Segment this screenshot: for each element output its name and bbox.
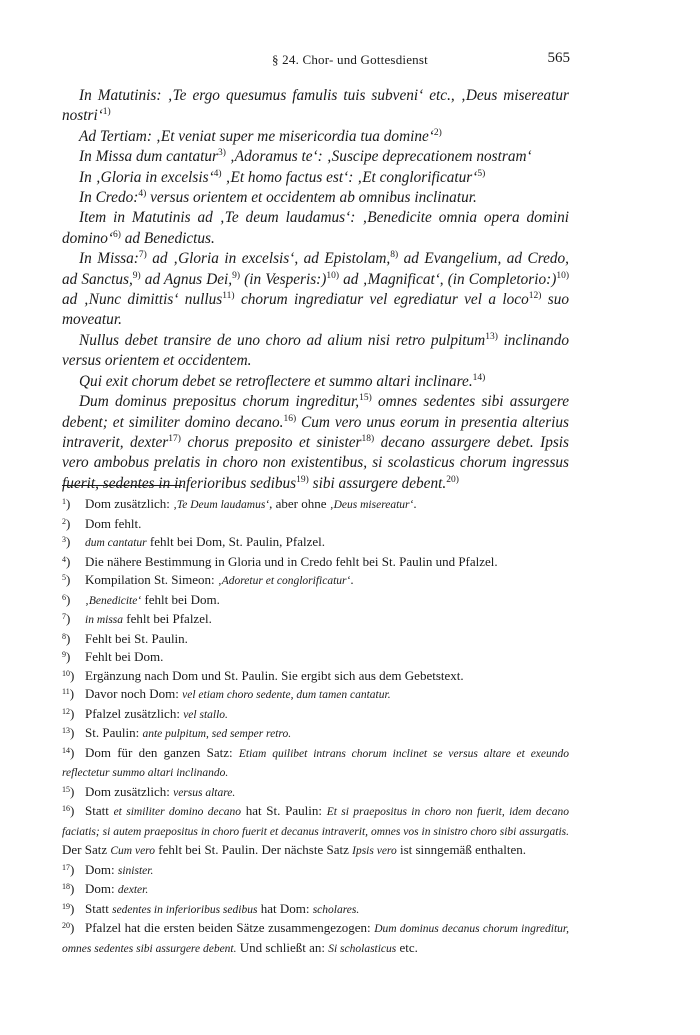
- text-run: (in Vesperis:): [244, 270, 327, 288]
- text-run: ad Benedictus.: [124, 229, 215, 247]
- footnotes: [62, 495, 569, 958]
- footnote-ref: 10): [326, 270, 340, 281]
- footnote-number: $^{13}$): [62, 725, 75, 740]
- footnote-8: $^8$) Fehlt bei St. Paulin.: [62, 630, 569, 649]
- footnote-number: $^1$): [62, 496, 71, 511]
- text-run: Nullus debet transire de uno choro ad alium nisi retro pulpitum: [79, 331, 486, 349]
- footnote-11: $^{11}$) Davor noch Dom: vel etiam choro sedente, dum tamen cantatur.: [62, 685, 569, 705]
- footnote-number: $^9$): [62, 649, 71, 664]
- footnote-number: $^{20}$): [62, 920, 75, 935]
- paragraph-matutinis: [62, 86, 569, 127]
- paragraph-in-missa: [62, 249, 569, 331]
- text-run: chorus preposito et sinister: [187, 433, 362, 451]
- footnote-ref: 9): [232, 270, 241, 281]
- text-run: In Missa:: [79, 250, 139, 268]
- text-run: Qui exit chorum debet se retroflectere et summo altari inclinare.: [79, 372, 473, 390]
- text-run: ‚Adoramus te‘: ‚Suscipe deprecationem nostram‘: [229, 148, 532, 166]
- text-run: inclinando versus orientem et occidentem.: [62, 331, 569, 370]
- footnote-12: $^{12}$) Pfalzel zusätzlich: vel stallo.: [62, 705, 569, 725]
- footnote-number: $^{12}$): [62, 705, 75, 721]
- footnote-ref: 14): [472, 372, 486, 383]
- footnote-14: $^{14}$) Dom für den ganzen Satz: Etiam quilibet intrans chorum inclinet se versus altare et exeundo reflectetur summo altari inclinando.: [62, 744, 570, 779]
- paragraph-tertiam: [62, 127, 569, 147]
- footnote-number: $^4$): [62, 553, 71, 569]
- text-run: versus orientem et occidentem ab omnibus inclinatur.: [150, 189, 477, 207]
- footnote-19: $^{19}$) Statt sedentes in inferioribus sedibus hat Dom: scholares.: [62, 900, 569, 920]
- footnote-rule: [62, 485, 182, 486]
- footnote-ref: 20): [446, 474, 459, 485]
- footnote-ref: 12): [528, 291, 542, 302]
- footnote-18: $^{18}$) Dom: dexter.: [62, 880, 569, 900]
- footnote-10: $^{10}$) Ergänzung nach Dom und St. Paulin. Sie ergibt sich aus dem Gebetstext.: [62, 667, 569, 686]
- footnote-ref: 3): [217, 148, 226, 159]
- footnote-16: $^{16}$) Statt et similiter domino decano hat St. Paulin: Et si praepositus in choro non fuerit, idem decano faciatis; si autem praepositus in choro fuerit et decanus intraverit, omnes vos in sinistro choro sibi assurgatis. Der Satz Cum vero fehlt bei St. Paulin. Der nächste Satz Ipsis vero ist sinngemäß enthalten.: [62, 803, 570, 857]
- paragraph-gloria: [62, 168, 569, 188]
- footnote-ref: 10): [556, 270, 569, 281]
- text-run: In Credo:: [79, 189, 139, 207]
- footnote-15: $^{15}$) Dom zusätzlich: versus altare.: [62, 783, 569, 803]
- footnote-ref: 19): [296, 474, 309, 485]
- footnote-ref: 15): [359, 393, 372, 404]
- text-run: Cum vero unus eorum in presentia alterius intraverit, dexter: [62, 413, 569, 451]
- footnote-number: $^{14}$): [62, 744, 75, 760]
- footnote-number: $^{10}$): [62, 667, 75, 683]
- footnote-number: $^6$): [62, 591, 71, 607]
- paragraph-credo: [62, 188, 569, 208]
- footnote-number: $^{11}$): [62, 686, 75, 701]
- footnote-ref: 7): [138, 250, 147, 261]
- footnote-20: $^{20}$) Pfalzel hat die ersten beiden Sätze zusammengezogen: Dum dominus decanus chorum ingreditur, omnes sedentes sibi assurgere debent. Und schließt an: Si scholasticus etc.: [62, 920, 569, 955]
- footnote-number: $^{16}$): [62, 803, 75, 818]
- footnote-ref: 2): [433, 127, 442, 138]
- footnote-ref: 4): [138, 189, 147, 200]
- text-run: omnes sedentes sibi assurgere debent; et similiter domino decano.: [62, 393, 569, 431]
- footnote-number: $^8$): [62, 630, 71, 646]
- footnote-ref: 8): [390, 250, 399, 261]
- footnote-3: $^3$) dum cantatur fehlt bei Dom, St. Paulin, Pfalzel.: [62, 533, 569, 553]
- footnote-9: $^9$) Fehlt bei Dom.: [62, 648, 569, 667]
- footnote-ref: 11): [222, 291, 235, 302]
- text-run: Dum dominus prepositus chorum ingreditur,: [79, 393, 360, 411]
- paragraph-item: [62, 208, 569, 249]
- footnote-ref: 18): [361, 433, 375, 444]
- text-run: ad ‚Nunc dimittis‘ nullus: [62, 291, 223, 309]
- text-run: suo moveatur.: [62, 291, 570, 329]
- footnote-5: $^5$) Kompilation St. Simeon: ‚Adoretur et conglorificatur‘.: [62, 571, 569, 591]
- footnote-7: $^7$) in missa fehlt bei Pfalzel.: [62, 610, 569, 630]
- footnote-17: $^{17}$) Dom: sinister.: [62, 861, 569, 881]
- footnote-number: $^{18}$): [62, 881, 75, 896]
- text-run: In Missa dum cantatur: [79, 148, 218, 166]
- text-run: Item in Matutinis ad ‚Te deum laudamus‘: ‚Benedicite omnia opera domini domino‘: [62, 209, 569, 247]
- main-text: [62, 86, 569, 494]
- footnote-ref: 5): [477, 168, 486, 179]
- page-header: [0, 52, 700, 72]
- text-run: ad ‚Gloria in excelsis‘, ad Epistolam,: [152, 250, 391, 268]
- text-run: chorum ingrediatur vel egrediatur vel a loco: [240, 291, 529, 309]
- footnote-number: $^{19}$): [62, 900, 75, 916]
- footnote-ref: 1): [102, 107, 111, 118]
- paragraph-qui-exit: [62, 372, 569, 392]
- footnote-ref: 17): [168, 433, 181, 444]
- footnote-ref: 6): [113, 229, 121, 240]
- footnote-ref: 16): [283, 413, 297, 424]
- text-run: In ‚Gloria in excelsis‘: [79, 168, 214, 186]
- footnote-ref: 4): [213, 168, 222, 179]
- text-run: decano assurgere debet. Ipsis vero ambobus prelatis in choro non existentibus, si scolasticus chorum ingressus fuerit, sedentes in inferioribus sedibus: [62, 433, 569, 492]
- footnote-4: $^4$) Die nähere Bestimmung in Gloria und in Credo fehlt bei St. Paulin und Pfalzel.: [62, 553, 569, 572]
- paragraph-nullus: [62, 331, 569, 372]
- text-run: ad ‚Magnificat‘, (in Completorio:): [343, 270, 557, 288]
- text-run: ad Agnus Dei,: [144, 270, 233, 288]
- footnote-ref: 13): [485, 331, 498, 342]
- footnote-number: $^3$): [62, 534, 71, 549]
- footnote-number: $^7$): [62, 611, 71, 626]
- running-head: § 24. Chor- und Gottesdienst: [272, 52, 428, 67]
- footnote-13: $^{13}$) St. Paulin: ante pulpitum, sed semper retro.: [62, 724, 569, 744]
- footnote-number: $^2$): [62, 515, 71, 531]
- paragraph-dum-dominus: [62, 392, 569, 494]
- footnote-ref: 9): [132, 270, 141, 281]
- footnote-number: $^{15}$): [62, 783, 75, 799]
- text-run: Ad Tertiam: ‚Et veniat super me misericordia tua domine‘: [79, 127, 434, 145]
- text-run: sibi assurgere debent.: [312, 474, 447, 492]
- footnote-number: $^{17}$): [62, 861, 75, 877]
- paragraph-missa: [62, 147, 569, 167]
- text-run: ad Evangelium, ad Credo, ad Sanctus,: [62, 250, 570, 288]
- text-run: In Matutinis: ‚Te ergo quesumus famulis tuis subveni‘ etc., ‚Deus misereatur nostri‘: [62, 87, 569, 125]
- footnote-2: $^2$) Dom fehlt.: [62, 515, 569, 534]
- page-number: 565: [547, 50, 570, 66]
- footnote-number: $^5$): [62, 572, 71, 587]
- footnote-6: $^6$) ‚Benedicite‘ fehlt bei Dom.: [62, 591, 569, 611]
- text-run: ‚Et homo factus est‘: ‚Et conglorificatur‘: [225, 168, 478, 186]
- footnote-1: $^1$) Dom zusätzlich: ‚Te Deum laudamus‘, aber ohne ‚Deus misereatur‘.: [62, 495, 569, 515]
